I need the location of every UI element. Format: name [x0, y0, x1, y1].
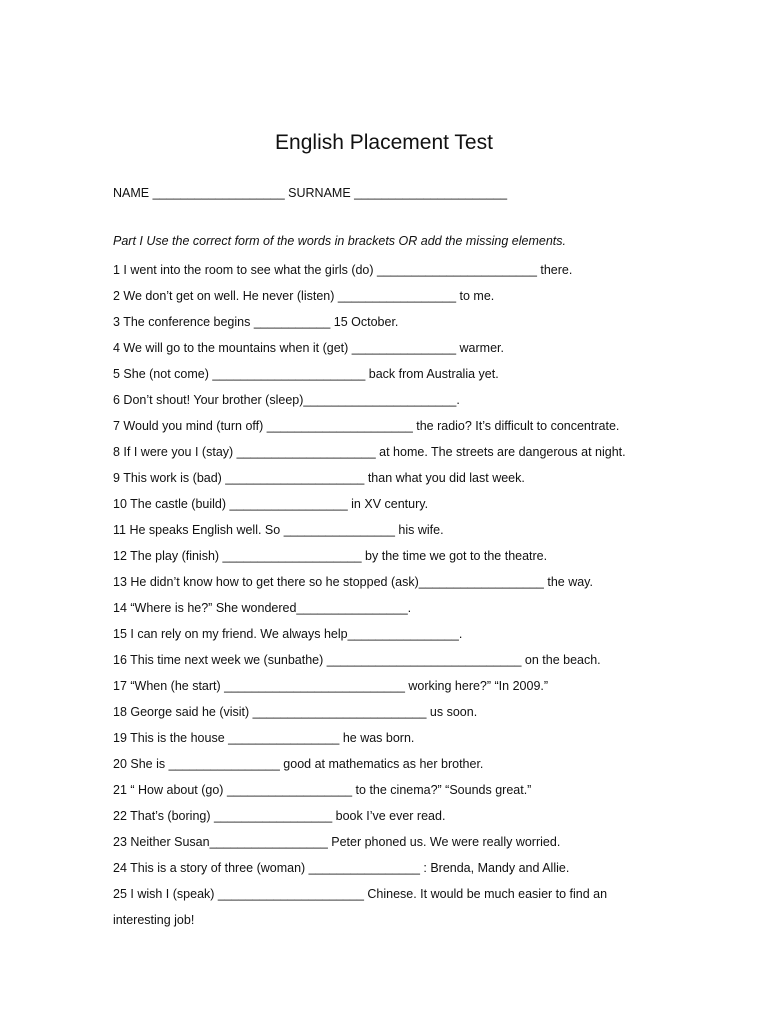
- question-1: 1 I went into the room to see what the girls (do) _______________________ there.: [113, 263, 573, 277]
- question-5: 5 She (not come) ______________________ back from Australia yet.: [113, 367, 499, 381]
- question-17: 17 “When (he start) __________________________ working here?” “In 2009.”: [113, 679, 549, 693]
- question-13: 13 He didn’t know how to get there so he stopped (ask)__________________ the way.: [113, 575, 593, 589]
- question-6: 6 Don’t shout! Your brother (sleep)______________________.: [113, 393, 460, 407]
- question-4: 4 We will go to the mountains when it (get) _______________ warmer.: [113, 341, 504, 355]
- question-12: 12 The play (finish) ____________________ by the time we got to the theatre.: [113, 549, 548, 563]
- question-11: 11 He speaks English well. So ________________ his wife.: [113, 523, 444, 537]
- question-24: 24 This is a story of three (woman) ________________ : Brenda, Mandy and Allie.: [113, 861, 570, 875]
- page-title: English Placement Test: [275, 131, 493, 154]
- question-20: 20 She is ________________ good at mathematics as her brother.: [113, 757, 484, 771]
- question-19: 19 This is the house ________________ he was born.: [113, 731, 415, 745]
- question-16: 16 This time next week we (sunbathe) ____________________________ on the beach.: [113, 653, 601, 667]
- question-21: 21 “ How about (go) __________________ to the cinema?” “Sounds great.”: [113, 783, 532, 797]
- question-7: 7 Would you mind (turn off) _____________________ the radio? It’s difficult to concentrate.: [113, 419, 620, 433]
- name-surname-line: NAME ___________________ SURNAME ______________________: [113, 186, 508, 200]
- question-23: 23 Neither Susan_________________ Peter phoned us. We were really worried.: [113, 835, 561, 849]
- question-14: 14 “Where is he?” She wondered________________.: [113, 601, 412, 615]
- question-25: 25 I wish I (speak) _____________________ Chinese. It would be much easier to find an interesting job!: [113, 887, 611, 927]
- part-instructions: Part I Use the correct form of the words in brackets OR add the missing elements.: [113, 234, 566, 248]
- question-10: 10 The castle (build) _________________ in XV century.: [113, 497, 429, 511]
- question-8: 8 If I were you I (stay) ____________________ at home. The streets are dangerous at night.: [113, 445, 626, 459]
- question-2: 2 We don’t get on well. He never (listen) _________________ to me.: [113, 289, 495, 303]
- question-list: [113, 260, 713, 933]
- question-3: 3 The conference begins ___________ 15 October.: [113, 315, 399, 329]
- question-22: 22 That’s (boring) _________________ book I’ve ever read.: [113, 809, 446, 823]
- question-15: 15 I can rely on my friend. We always help________________.: [113, 627, 463, 641]
- question-18: 18 George said he (visit) _________________________ us soon.: [113, 705, 478, 719]
- question-9: 9 This work is (bad) ____________________ than what you did last week.: [113, 471, 525, 485]
